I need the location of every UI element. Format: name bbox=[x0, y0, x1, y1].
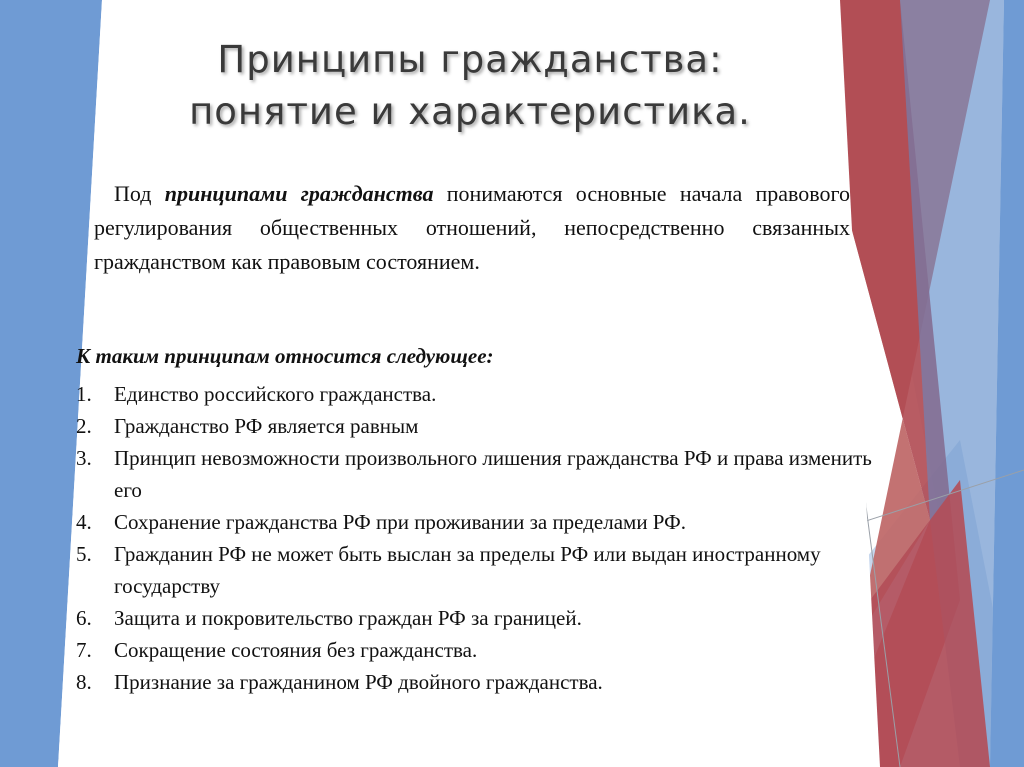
list-item-number: 8. bbox=[76, 670, 92, 694]
list-item-text: Единство российского гражданства. bbox=[114, 382, 437, 406]
list-item-text: Гражданство РФ является равным bbox=[114, 414, 419, 438]
principles-list bbox=[76, 378, 896, 698]
intro-emphasis: принципами гражданства bbox=[164, 181, 434, 206]
title-line-1: Принципы гражданства: bbox=[217, 38, 723, 81]
list-item bbox=[76, 442, 896, 506]
list-item-text: Сохранение гражданства РФ при проживании за пределами РФ. bbox=[114, 510, 686, 534]
list-item-number: 3. bbox=[76, 446, 92, 470]
list-item bbox=[76, 538, 896, 602]
list-item-number: 4. bbox=[76, 510, 92, 534]
intro-prefix: Под bbox=[114, 181, 152, 206]
list-item-number: 1. bbox=[76, 382, 92, 406]
list-item bbox=[76, 666, 896, 698]
list-item-text: Гражданин РФ не может быть выслан за пределы РФ или выдан иностранному государству bbox=[114, 542, 821, 598]
list-item bbox=[76, 378, 896, 410]
intro-paragraph bbox=[94, 177, 850, 279]
title-line-2: понятие и характеристика. bbox=[189, 90, 751, 133]
list-item bbox=[76, 410, 896, 442]
list-item bbox=[76, 506, 896, 538]
page-title bbox=[120, 34, 820, 138]
list-item-text: Признание за гражданином РФ двойного гражданства. bbox=[114, 670, 603, 694]
list-item-number: 5. bbox=[76, 542, 92, 566]
list-item-number: 6. bbox=[76, 606, 92, 630]
list-item-number: 7. bbox=[76, 638, 92, 662]
list-item bbox=[76, 602, 896, 634]
list-item-number: 2. bbox=[76, 414, 92, 438]
list-heading: К таким принципам относится следующее: bbox=[76, 344, 494, 368]
list-item-text: Принцип невозможности произвольного лишения гражданства РФ и права изменить его bbox=[114, 446, 872, 502]
list-item-text: Сокращение состояния без гражданства. bbox=[114, 638, 478, 662]
list-item-text: Защита и покровительство граждан РФ за границей. bbox=[114, 606, 582, 630]
intro-rest: понимаются основные начала правового регулирования общественных отношений, непосредственно связанных гражданством как правовым состоянием. bbox=[94, 181, 851, 274]
list-item bbox=[76, 634, 896, 666]
